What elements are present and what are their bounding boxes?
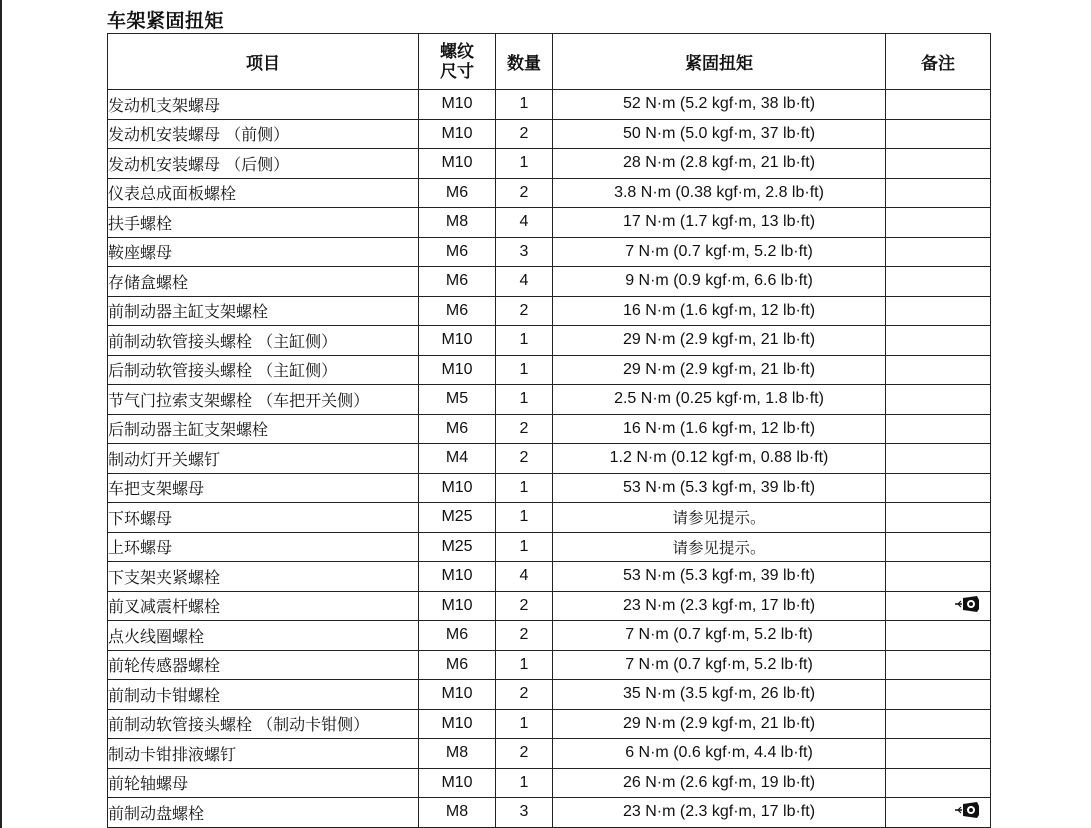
header-remark: 备注 — [886, 34, 991, 90]
cell-thread-size: M10 — [419, 473, 496, 503]
page-edge-rule — [0, 0, 2, 828]
cell-remark — [886, 473, 991, 503]
cell-torque: 29 N·m (2.9 kgf·m, 21 lb·ft) — [553, 326, 886, 356]
table-row — [108, 385, 991, 415]
cell-quantity: 2 — [496, 178, 553, 208]
cell-item: 发动机安装螺母 （前侧） — [108, 119, 419, 149]
cell-torque: 28 N·m (2.8 kgf·m, 21 lb·ft) — [553, 149, 886, 179]
cell-quantity: 1 — [496, 503, 553, 533]
cell-item: 后制动器主缸支架螺栓 — [108, 414, 419, 444]
cell-remark — [886, 709, 991, 739]
cell-quantity: 1 — [496, 326, 553, 356]
cell-quantity: 1 — [496, 532, 553, 562]
cell-remark — [886, 208, 991, 238]
cell-thread-size: M10 — [419, 119, 496, 149]
cell-quantity: 3 — [496, 798, 553, 828]
cell-thread-size: M4 — [419, 444, 496, 474]
cell-torque: 53 N·m (5.3 kgf·m, 39 lb·ft) — [553, 473, 886, 503]
frame-torque-table — [107, 33, 991, 828]
cell-remark — [886, 503, 991, 533]
table-row — [108, 650, 991, 680]
cell-remark — [886, 90, 991, 120]
table-row — [108, 444, 991, 474]
table-row — [108, 503, 991, 533]
cell-item: 发动机安装螺母 （后侧） — [108, 149, 419, 179]
section-title: 车架紧固扭矩 — [107, 10, 225, 32]
cell-thread-size: M10 — [419, 768, 496, 798]
cell-thread-size: M10 — [419, 355, 496, 385]
header-thread-size-line1: 螺纹 — [440, 41, 474, 62]
cell-torque: 7 N·m (0.7 kgf·m, 5.2 lb·ft) — [553, 621, 886, 651]
cell-remark — [886, 562, 991, 592]
cell-torque: 26 N·m (2.6 kgf·m, 19 lb·ft) — [553, 768, 886, 798]
cell-thread-size: M5 — [419, 385, 496, 415]
table-row — [108, 473, 991, 503]
cell-thread-size: M10 — [419, 562, 496, 592]
table-row — [108, 798, 991, 828]
cell-thread-size: M10 — [419, 709, 496, 739]
table-row — [108, 355, 991, 385]
cell-torque: 29 N·m (2.9 kgf·m, 21 lb·ft) — [553, 355, 886, 385]
cell-thread-size: M6 — [419, 267, 496, 297]
cell-quantity: 2 — [496, 739, 553, 769]
cell-quantity: 1 — [496, 149, 553, 179]
cell-item: 制动卡钳排液螺钉 — [108, 739, 419, 769]
table-row — [108, 178, 991, 208]
cell-torque: 请参见提示。 — [553, 532, 886, 562]
cell-item: 制动灯开关螺钉 — [108, 444, 419, 474]
cell-item: 前制动盘螺栓 — [108, 798, 419, 828]
cell-torque: 16 N·m (1.6 kgf·m, 12 lb·ft) — [553, 296, 886, 326]
cell-torque: 1.2 N·m (0.12 kgf·m, 0.88 lb·ft) — [553, 444, 886, 474]
cell-torque: 7 N·m (0.7 kgf·m, 5.2 lb·ft) — [553, 650, 886, 680]
cell-torque: 2.5 N·m (0.25 kgf·m, 1.8 lb·ft) — [553, 385, 886, 415]
cell-thread-size: M10 — [419, 326, 496, 356]
cell-thread-size: M6 — [419, 621, 496, 651]
cell-item: 仪表总成面板螺栓 — [108, 178, 419, 208]
table-row — [108, 149, 991, 179]
cell-thread-size: M25 — [419, 503, 496, 533]
cell-quantity: 2 — [496, 591, 553, 621]
cell-quantity: 1 — [496, 473, 553, 503]
cell-quantity: 1 — [496, 768, 553, 798]
header-quantity: 数量 — [496, 34, 553, 90]
cell-torque: 23 N·m (2.3 kgf·m, 17 lb·ft) — [553, 591, 886, 621]
cell-quantity: 2 — [496, 621, 553, 651]
cell-thread-size: M8 — [419, 798, 496, 828]
header-thread-size-line2: 尺寸 — [440, 61, 474, 82]
cell-thread-size: M6 — [419, 178, 496, 208]
cell-item: 上环螺母 — [108, 532, 419, 562]
cell-remark — [886, 768, 991, 798]
cell-remark — [886, 621, 991, 651]
table-header-row — [108, 34, 991, 90]
cell-remark — [886, 444, 991, 474]
table-row — [108, 119, 991, 149]
cell-remark — [886, 680, 991, 710]
table-row — [108, 768, 991, 798]
table-row — [108, 621, 991, 651]
table-row — [108, 267, 991, 297]
cell-remark — [886, 178, 991, 208]
cell-remark — [886, 414, 991, 444]
cell-quantity: 2 — [496, 414, 553, 444]
cell-remark — [886, 650, 991, 680]
cell-item: 发动机支架螺母 — [108, 90, 419, 120]
cell-torque: 23 N·m (2.3 kgf·m, 17 lb·ft) — [553, 798, 886, 828]
cell-thread-size: M10 — [419, 90, 496, 120]
cell-remark — [886, 149, 991, 179]
cell-torque: 3.8 N·m (0.38 kgf·m, 2.8 lb·ft) — [553, 178, 886, 208]
table-row — [108, 414, 991, 444]
cell-quantity: 1 — [496, 650, 553, 680]
header-torque: 紧固扭矩 — [553, 34, 886, 90]
cell-item: 前制动卡钳螺栓 — [108, 680, 419, 710]
cell-item: 扶手螺栓 — [108, 208, 419, 238]
cell-remark — [886, 532, 991, 562]
table-row — [108, 680, 991, 710]
cell-quantity: 2 — [496, 680, 553, 710]
table-row — [108, 296, 991, 326]
cell-item: 节气门拉索支架螺栓 （车把开关侧） — [108, 385, 419, 415]
cell-thread-size: M6 — [419, 296, 496, 326]
cell-item: 前制动软管接头螺栓 （制动卡钳侧） — [108, 709, 419, 739]
cell-quantity: 1 — [496, 90, 553, 120]
cell-quantity: 2 — [496, 296, 553, 326]
cell-torque: 7 N·m (0.7 kgf·m, 5.2 lb·ft) — [553, 237, 886, 267]
cell-remark — [886, 385, 991, 415]
cell-thread-size: M10 — [419, 591, 496, 621]
cell-thread-size: M10 — [419, 680, 496, 710]
cell-quantity: 1 — [496, 385, 553, 415]
table-row — [108, 90, 991, 120]
cell-quantity: 1 — [496, 709, 553, 739]
cell-torque: 29 N·m (2.9 kgf·m, 21 lb·ft) — [553, 709, 886, 739]
cell-thread-size: M6 — [419, 414, 496, 444]
cell-quantity: 2 — [496, 119, 553, 149]
cell-torque: 52 N·m (5.2 kgf·m, 38 lb·ft) — [553, 90, 886, 120]
cell-item: 点火线圈螺栓 — [108, 621, 419, 651]
table-body — [108, 90, 991, 828]
cell-remark — [886, 326, 991, 356]
cell-thread-size: M6 — [419, 650, 496, 680]
cell-remark — [886, 119, 991, 149]
cell-torque: 6 N·m (0.6 kgf·m, 4.4 lb·ft) — [553, 739, 886, 769]
cell-item: 车把支架螺母 — [108, 473, 419, 503]
cell-quantity: 4 — [496, 208, 553, 238]
table-row — [108, 739, 991, 769]
cell-quantity: 4 — [496, 267, 553, 297]
cell-remark — [886, 267, 991, 297]
table-row — [108, 208, 991, 238]
header-thread-size — [419, 34, 496, 90]
cell-item: 前轮轴螺母 — [108, 768, 419, 798]
cell-item: 下环螺母 — [108, 503, 419, 533]
cell-item: 后制动软管接头螺栓 （主缸侧） — [108, 355, 419, 385]
cell-torque: 50 N·m (5.0 kgf·m, 37 lb·ft) — [553, 119, 886, 149]
threadlock-icon — [955, 800, 981, 824]
cell-thread-size: M25 — [419, 532, 496, 562]
cell-item: 存储盒螺栓 — [108, 267, 419, 297]
table-row — [108, 591, 991, 621]
cell-quantity: 1 — [496, 355, 553, 385]
table-row — [108, 326, 991, 356]
cell-torque: 请参见提示。 — [553, 503, 886, 533]
cell-item: 前轮传感器螺栓 — [108, 650, 419, 680]
cell-item: 前制动器主缸支架螺栓 — [108, 296, 419, 326]
cell-torque: 16 N·m (1.6 kgf·m, 12 lb·ft) — [553, 414, 886, 444]
cell-torque: 17 N·m (1.7 kgf·m, 13 lb·ft) — [553, 208, 886, 238]
cell-quantity: 4 — [496, 562, 553, 592]
cell-thread-size: M8 — [419, 739, 496, 769]
threadlock-icon — [955, 594, 981, 618]
cell-remark — [886, 591, 991, 621]
cell-torque: 53 N·m (5.3 kgf·m, 39 lb·ft) — [553, 562, 886, 592]
table-row — [108, 709, 991, 739]
cell-thread-size: M6 — [419, 237, 496, 267]
table-row — [108, 237, 991, 267]
table-row — [108, 532, 991, 562]
cell-thread-size: M10 — [419, 149, 496, 179]
cell-thread-size: M8 — [419, 208, 496, 238]
cell-quantity: 3 — [496, 237, 553, 267]
header-item: 项目 — [108, 34, 419, 90]
cell-torque: 9 N·m (0.9 kgf·m, 6.6 lb·ft) — [553, 267, 886, 297]
cell-torque: 35 N·m (3.5 kgf·m, 26 lb·ft) — [553, 680, 886, 710]
table-row — [108, 562, 991, 592]
cell-item: 鞍座螺母 — [108, 237, 419, 267]
cell-remark — [886, 355, 991, 385]
cell-remark — [886, 296, 991, 326]
cell-remark — [886, 237, 991, 267]
cell-quantity: 2 — [496, 444, 553, 474]
cell-item: 前制动软管接头螺栓 （主缸侧） — [108, 326, 419, 356]
cell-item: 前叉减震杆螺栓 — [108, 591, 419, 621]
cell-item: 下支架夹紧螺栓 — [108, 562, 419, 592]
cell-remark — [886, 798, 991, 828]
cell-remark — [886, 739, 991, 769]
